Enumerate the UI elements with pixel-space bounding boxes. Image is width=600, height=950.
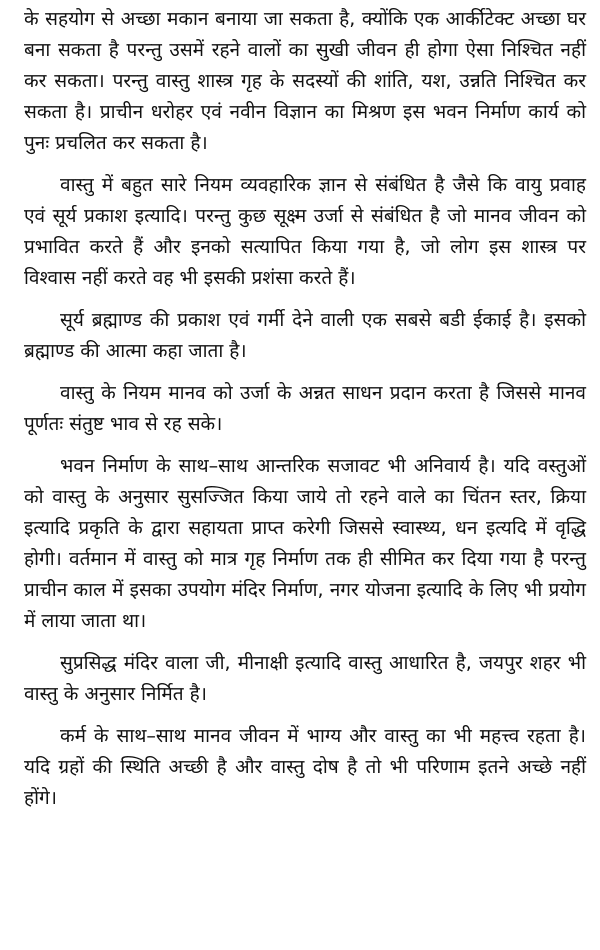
paragraph-karma: कर्म के साथ–साथ मानव जीवन में भाग्य और वास्तु का भी महत्त्व रहता है। यदि ग्रहों की स्थिति अच्छी है और वास्तु दोष है तो भी परिणाम इतने अच्छे नहीं होंगे।	[24, 725, 586, 809]
paragraph-energy: वास्तु के नियम मानव को उर्जा के अन्नत साधन प्रदान करता है जिससे मानव पूर्णतः संतुष्ट भाव से रह सके।	[24, 382, 586, 435]
paragraph-interior: भवन निर्माण के साथ–साथ आन्तरिक सजावट भी अनिवार्य है। यदि वस्तुओं को वास्तु के अनुसार सुसज्जित किया जाये तो रहने वाले का चिंतन स्तर, क्रिया इत्यादि प्रकृति के द्वारा सहायता प्राप्त करेगी जिससे स्वास्थ्य, धन इत्यदि में वृद्धि होगी। वर्तमान में वास्तु को मात्र गृह निर्माण तक ही सीमित कर दिया गया है परन्तु प्राचीन काल में इसका उपयोग मंदिर निर्माण, नगर योजना इत्यादि के लिए भी प्रयोग में लाया जाता था।	[24, 455, 586, 632]
document-page	[24, 4, 586, 944]
paragraph-temples: सुप्रसिद्ध मंदिर वाला जी, मीनाक्षी इत्यादि वास्तु आधारित है, जयपुर शहर भी वास्तु के अनुसार निर्मित है।	[24, 652, 586, 705]
paragraph-continuation: के सहयोग से अच्छा मकान बनाया जा सकता है, क्योंकि एक आर्कीटेक्ट अच्छा घर बना सकता है परन्तु उसमें रहने वालों का सुखी जीवन ही होगा ऐसा निश्चित नहीं कर सकता। परन्तु वास्तु शास्त्र गृह के सदस्यों की शांति, यश, उन्नति निश्चित कर सकता है। प्राचीन धरोहर एवं नवीन विज्ञान का मिश्रण इस भवन निर्माण कार्य को पुनः प्रचलित कर सकता है।	[24, 8, 586, 154]
paragraph-vastu-rules: वास्तु में बहुत सारे नियम व्यवहारिक ज्ञान से संबंधित है जैसे कि वायु प्रवाह एवं सूर्य प्रकाश इत्यादि। परन्तु कुछ सूक्ष्म उर्जा से संबंधित है जो मानव जीवन को प्रभावित करते हैं और इनको सत्यापित किया गया है, जो लोग इस शास्त्र पर विश्वास नहीं करते वह भी इसकी प्रशंसा करते हैं।	[24, 174, 586, 289]
paragraph-sun: सूर्य ब्रह्माण्ड की प्रकाश एवं गर्मी देने वाली एक सबसे बडी ईकाई है। इसको ब्रह्माण्ड की आत्मा कहा जाता है।	[24, 309, 586, 362]
